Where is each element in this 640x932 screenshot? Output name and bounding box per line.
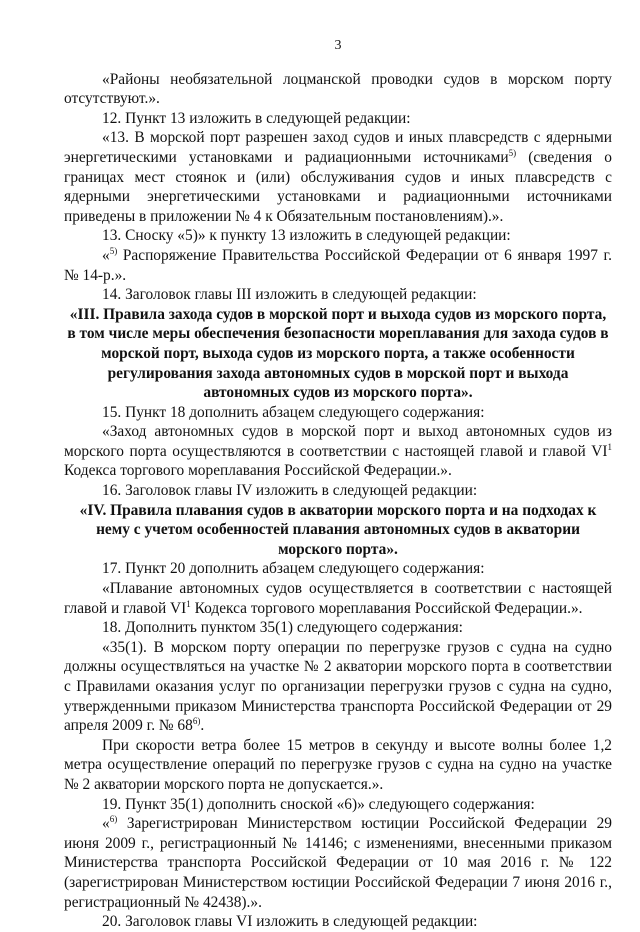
paragraph: «$^{6)}$ Зарегистрирован Министерством юстиции Российской Федерации 29 июня 2009 г., регистрационный № 14146; с изменениями, внесенными приказом Министерства транспорта Российской Федерации от 10 мая 2016 г. № 122 (зарегистрирован Министерством юстиции Российской Федерации 7 июня 2016 г., регистрационный № 42438).». [64,814,612,911]
paragraph: «35(1). В морском порту операции по перегрузке грузов с судна на судно должны осуществляться на участке № 2 акватории морского порта в соответствии с Правилами оказания услуг по организации перегрузки грузов с судна на судно, утвержденными приказом Министерства транспорта Российской Федерации от 29 апреля 2009 г. № 68$^{6)}$. [64,638,612,735]
footnote-ref: 6) [109,814,118,825]
paragraph: 18. Дополнить пунктом 35(1) следующего содержания: [102,619,463,637]
paragraph: «$^{5)}$ Распоряжение Правительства Российской Федерации от 6 января 1997 г. № 14-р.». [64,245,612,284]
paragraph: 16. Заголовок главы IV изложить в следующей редакции: [102,482,478,500]
paragraph: 14. Заголовок главы III изложить в следующей редакции: [102,286,477,304]
page-number: 3 [334,38,342,53]
footnote-ref: 5) [109,245,118,256]
paragraph: 12. Пункт 13 изложить в следующей редакции: [102,109,411,127]
footnote-ref: 6) [192,716,201,727]
paragraph: «Заход автономных судов в морской порт и выход автономных судов из морского порта осуществляются в соответствии с настоящей главой и главой $VI^1$ Кодекса торгового мореплавания Российской Федерации.». [64,423,612,480]
paragraph: 15. Пункт 18 дополнить абзацем следующего содержания: [102,403,485,421]
paragraph: 13. Сноску «5)» к пункту 13 изложить в следующей редакции: [102,227,511,245]
paragraph: 19. Пункт 35(1) дополнить сноской «6)» следующего содержания: [102,795,535,813]
paragraph: «Районы необязательной лоцманской проводки судов в морском порту отсутствуют.». [64,70,612,108]
paragraph: «Плавание автономных судов осуществляется в соответствии с настоящей главой и главой $VI^1$ Кодекса торгового мореплавания Российской Федерации.». [64,580,612,617]
chapter-heading: «IV. Правила плавания судов в акватории морского порта и на подходах к нему с учетом особенностей плавания автономных судов в акватории морского порта». [79,501,597,558]
footnote-ref: 5) [508,147,517,158]
chapter-superscript: 1 [186,598,191,609]
paragraph: При скорости ветра более 15 метров в секунду и высоте волны более 1,2 метра осуществление операций по перегрузке грузов с судна на судно на участке № 2 акватории морского порта не допускается.». [64,736,612,793]
chapter-superscript: 1 [607,441,612,452]
paragraph: 17. Пункт 20 дополнить абзацем следующего содержания: [102,560,485,578]
paragraph: «13. В морской порт разрешен заход судов и иных плавсредств с ядерными энергетическими установками и радиационными источниками$^{5)}$ (сведения о границах мест стоянок и (или) обслуживания судов и иных плавсредств с ядерными энергетическими установками и радиационными источниками приведены в приложении № 4 к Обязательным постановлениям).». [64,129,612,225]
chapter-heading: «III. Правила захода судов в морской порт и выхода судов из морского порта, в том числе меры обеспечения безопасности мореплавания для захода судов в морской порт, выхода судов из морского порта, а также особенности регулирования захода автономных судов в морской порт и выхода автономных судов из морского порта». [67,305,609,402]
paragraph: 20. Заголовок главы VI изложить в следующей редакции: [102,913,478,931]
